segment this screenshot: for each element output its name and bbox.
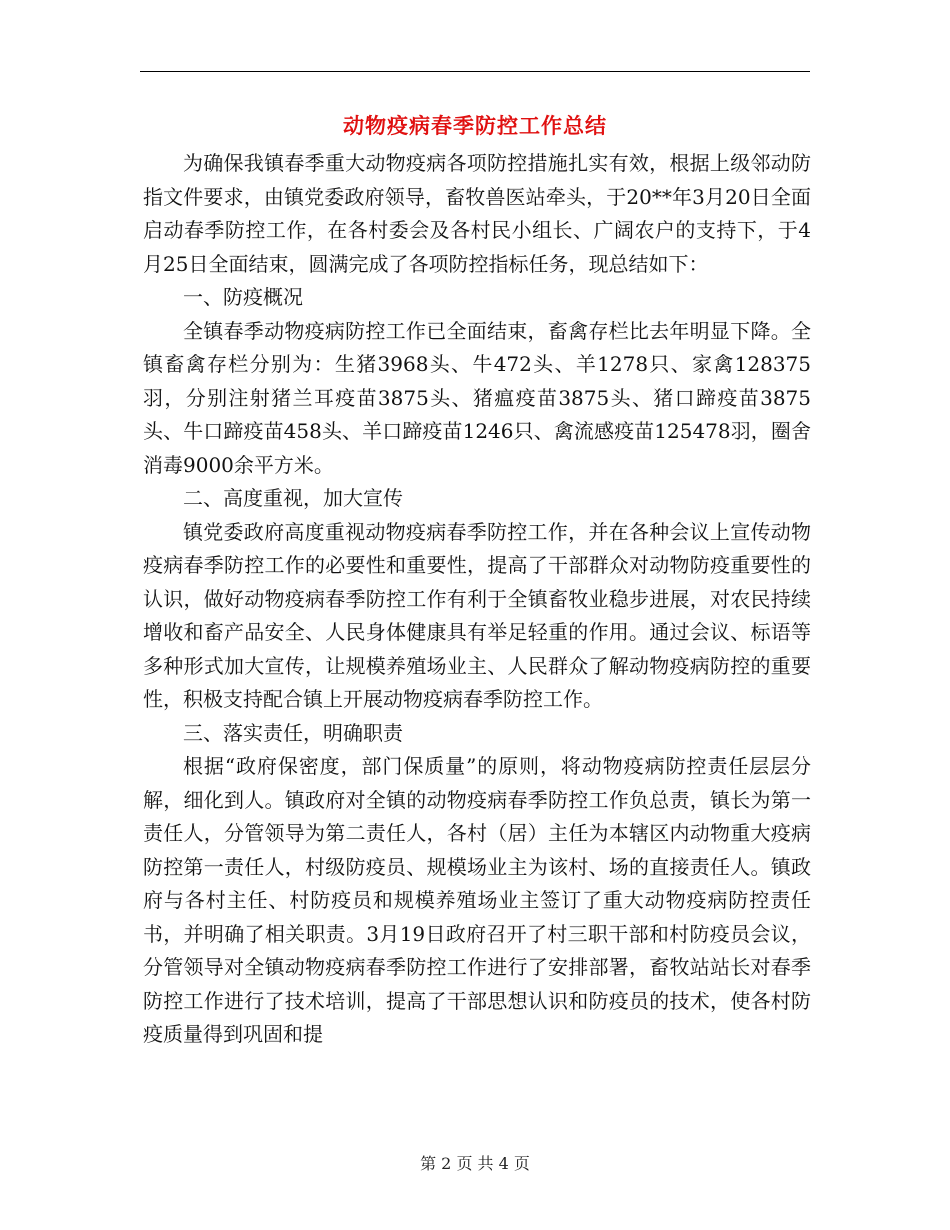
section-heading-3: 三、落实责任，明确职责 — [183, 720, 403, 745]
section-heading-1: 一、防疫概况 — [183, 285, 303, 309]
paragraph-intro: 为确保我镇春季重大动物疫病各项防控措施扎实有效，根据上级邻动防指文件要求，由镇党委政府领导，畜牧兽医站牵头，于20**年3月20日全面启动春季防控工作，在各村委会及各村民小组长、广阔农户的支持下，于4月25日全面结束，圆满完成了各项防控指标任务，现总结如下： — [143, 151, 811, 276]
document-body — [143, 147, 811, 1052]
page-number-footer: 第 2 页 共 4 页 — [420, 1154, 530, 1173]
section-heading-2: 二、高度重视，加大宣传 — [183, 486, 403, 510]
paragraph-overview: 全镇春季动物疫病防控工作已全面结束，畜禽存栏比去年明显下降。全镇畜禽存栏分别为：生猪3968头、牛472头、羊1278只、家禽128375羽，分别注射猪兰耳疫苗3875头、猪瘟疫苗3875头、猪口蹄疫苗3875头、牛口蹄疫苗458头、羊口蹄疫苗1246只、禽流感疫苗125478羽，圈舍消毒9000余平方米。 — [143, 318, 811, 477]
document-title: 动物疫病春季防控工作总结 — [343, 113, 607, 138]
paragraph-publicity: 镇党委政府高度重视动物疫病春季防控工作，并在各种会议上宣传动物疫病春季防控工作的必要性和重要性，提高了干部群众对动物防疫重要性的认识，做好动物疫病春季防控工作有利于全镇畜牧业稳步进展，对农民持续增收和畜产品安全、人民身体健康具有举足轻重的作用。通过会议、标语等多种形式加大宣传，让规模养殖场业主、人民群众了解动物疫病防控的重要性，积极支持配合镇上开展动物疫病春季防控工作。 — [143, 519, 811, 711]
header-rule — [140, 71, 810, 72]
paragraph-responsibility: 根据“政府保密度，部门保质量”的原则，将动物疫病防控责任层层分解，细化到人。镇政府对全镇的动物疫病春季防控工作负总责，镇长为第一责任人，分管领导为第二责任人，各村（居）主任为本辖区内动物重大疫病防控第一责任人，村级防疫员、规模场业主为该村、场的直接责任人。镇政府与各村主任、村防疫员和规模养殖场业主签订了重大动物疫病防控责任书，并明确了相关职责。3月19日政府召开了村三职干部和村防疫员会议，分管领导对全镇动物疫病春季防控工作进行了安排部署，畜牧站站长对春季防控工作进行了技术培训，提高了干部思想认识和防疫员的技术，使各村防疫质量得到巩固和提 — [143, 754, 811, 1046]
